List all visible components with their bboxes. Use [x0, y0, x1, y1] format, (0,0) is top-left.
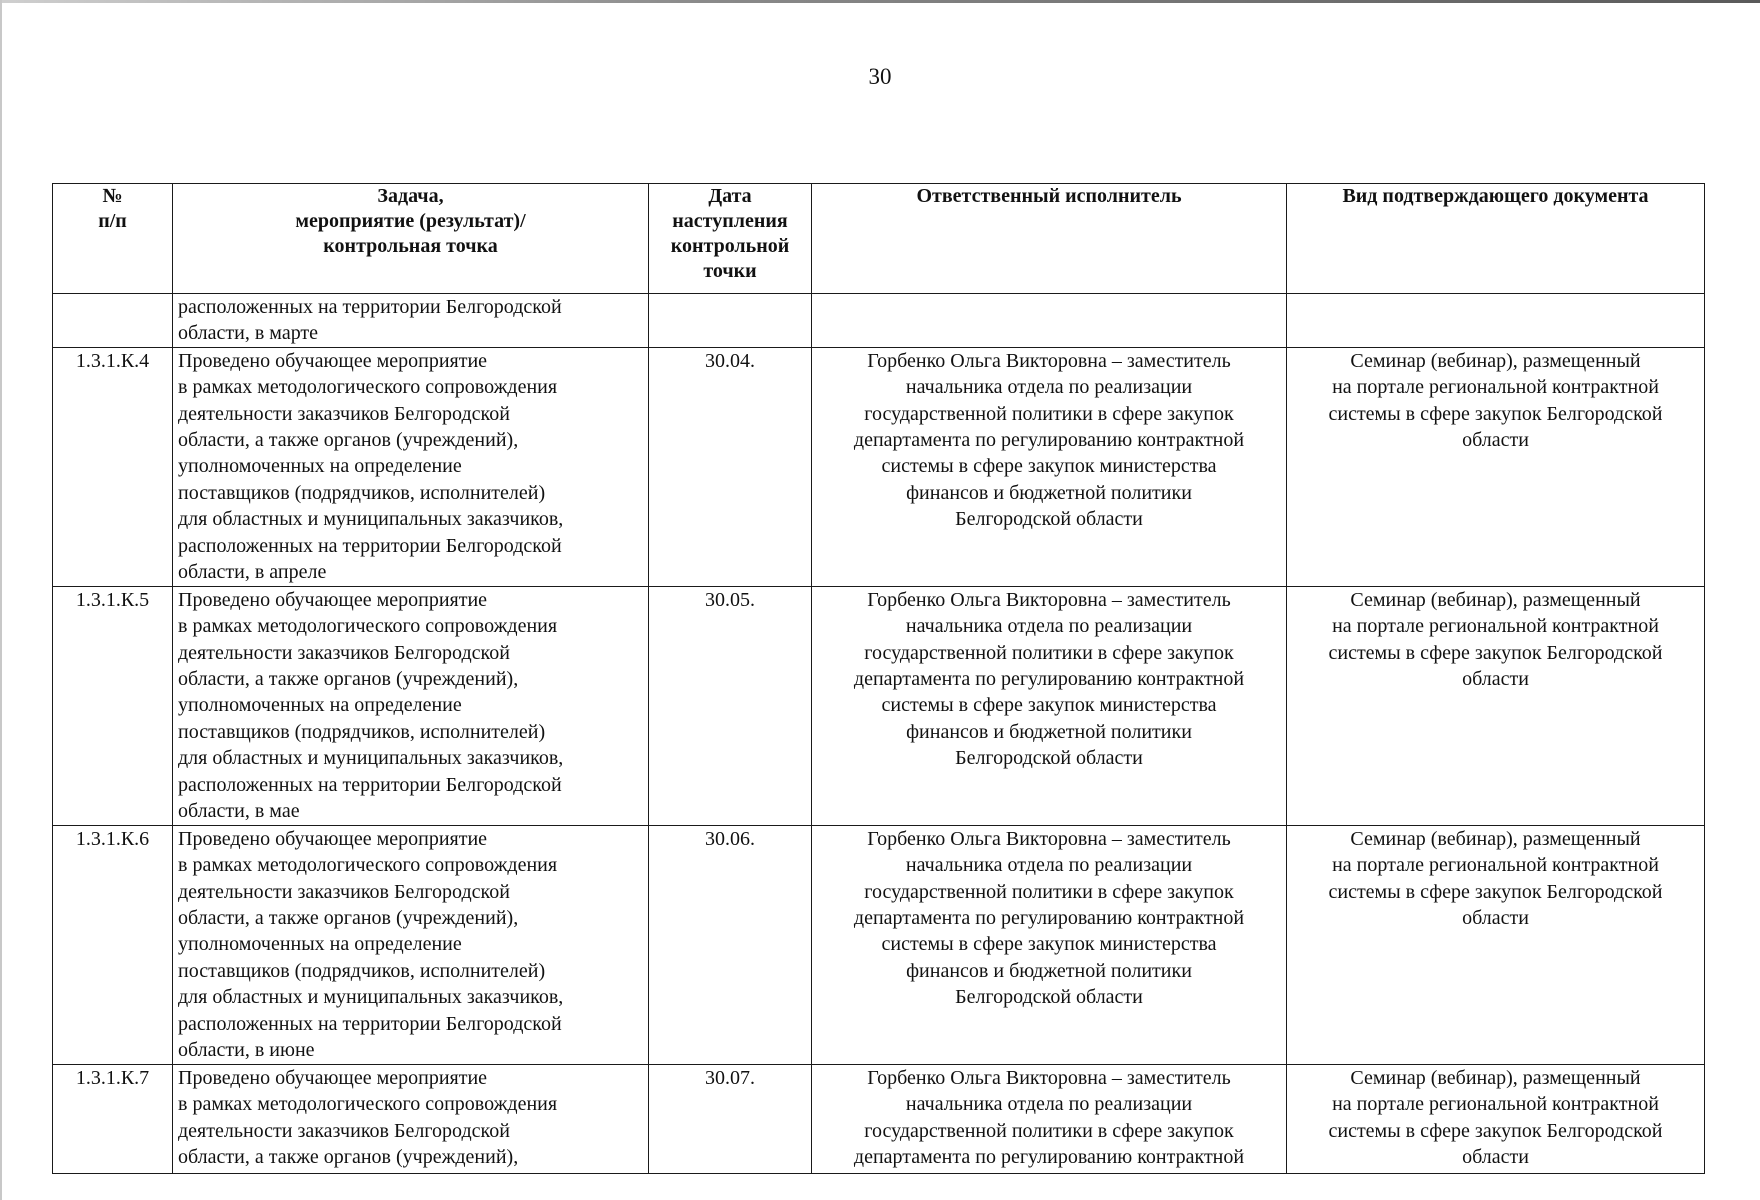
task-line: области, а также органов (учреждений), [178, 429, 519, 452]
document-cell [1287, 347, 1705, 586]
executor-line: финансов и бюджетной политики [906, 720, 1192, 743]
table-body [53, 294, 1705, 1174]
document-line: области [1462, 429, 1529, 452]
document-line: области [1462, 1146, 1529, 1169]
document-line: системы в сфере закупок Белгородской [1328, 1119, 1663, 1142]
header-number [53, 184, 173, 294]
document-line: системы в сфере закупок Белгородской [1328, 641, 1663, 664]
executor-line: государственной политики в сфере закупок [864, 641, 1234, 664]
task-line: Проведено обучающее мероприятие [178, 827, 488, 850]
row-number-cell: 1.3.1.К.6 [53, 825, 173, 1064]
row-number-cell: 1.3.1.К.7 [53, 1064, 173, 1173]
executor-line: департамента по регулированию контрактной [853, 1146, 1245, 1169]
executor-line: государственной политики в сфере закупок [864, 402, 1234, 425]
header-line: наступления [672, 210, 788, 232]
header-line: контрольной [670, 235, 790, 257]
executor-line: системы в сфере закупок министерства [881, 933, 1217, 956]
executor-line: Белгородской области [955, 508, 1143, 531]
table-header-row [53, 184, 1705, 294]
executor-line: Горбенко Ольга Викторовна – заместитель [867, 827, 1231, 850]
table-row-continuation [53, 294, 1705, 348]
task-line: поставщиков (подрядчиков, исполнителей) [178, 720, 546, 743]
task-line: уполномоченных на определение [178, 694, 462, 717]
task-line: Проведено обучающее мероприятие [178, 588, 488, 611]
executor-line: начальника отдела по реализации [905, 854, 1193, 877]
task-line: уполномоченных на определение [178, 933, 462, 956]
row-number-cell [53, 294, 173, 348]
task-line: в рамках методологического сопровождения [178, 854, 558, 877]
task-line: расположенных на территории Белгородской [178, 296, 562, 318]
task-line: области, а также органов (учреждений), [178, 668, 519, 691]
date-cell: 30.05. [649, 586, 812, 825]
executor-line: Горбенко Ольга Викторовна – заместитель [867, 349, 1231, 372]
document-line: области [1462, 907, 1529, 930]
task-line: уполномоченных на определение [178, 455, 462, 478]
header-line: мероприятие (результат)/ [295, 210, 526, 232]
header-executor [812, 184, 1287, 294]
task-line: поставщиков (подрядчиков, исполнителей) [178, 481, 546, 504]
executor-line: Белгородской области [955, 986, 1143, 1009]
task-line: области, в марте [178, 322, 319, 345]
executor-cell [812, 825, 1287, 1064]
task-cell [173, 294, 649, 348]
executor-line: финансов и бюджетной политики [906, 959, 1192, 982]
executor-line: государственной политики в сфере закупок [864, 880, 1234, 903]
task-cell [173, 825, 649, 1064]
header-line: № [102, 185, 123, 207]
document-cell [1287, 586, 1705, 825]
date-cell: 30.07. [649, 1064, 812, 1173]
document-line: на портале региональной контрактной [1332, 615, 1659, 638]
document-cell [1287, 825, 1705, 1064]
task-line: области, а также органов (учреждений), [178, 907, 519, 930]
task-line: области, в июне [178, 1039, 315, 1062]
header-line: Задача, [377, 185, 444, 207]
executor-cell [812, 1064, 1287, 1173]
document-line: Семинар (вебинар), размещенный [1350, 827, 1641, 850]
task-cell [173, 1064, 649, 1173]
document-line: системы в сфере закупок Белгородской [1328, 880, 1663, 903]
document-line: на портале региональной контрактной [1332, 376, 1659, 399]
task-line: деятельности заказчиков Белгородской [178, 641, 510, 664]
row-number-cell: 1.3.1.К.4 [53, 347, 173, 586]
document-line: на портале региональной контрактной [1332, 854, 1659, 877]
table-row [53, 825, 1705, 1064]
task-line: в рамках методологического сопровождения [178, 1093, 558, 1116]
executor-line: государственной политики в сфере закупок [864, 1119, 1234, 1142]
executor-line: департамента по регулированию контрактной [853, 907, 1245, 930]
table-row [53, 347, 1705, 586]
table-row [53, 1064, 1705, 1173]
document-line: системы в сфере закупок Белгородской [1328, 402, 1663, 425]
header-date [649, 184, 812, 294]
document-line: Семинар (вебинар), размещенный [1350, 1066, 1641, 1089]
date-cell: 30.04. [649, 347, 812, 586]
document-line: Семинар (вебинар), размещенный [1350, 588, 1641, 611]
header-line: Вид подтверждающего документа [1342, 185, 1649, 207]
task-line: расположенных на территории Белгородской [178, 1012, 562, 1035]
executor-line: Белгородской области [955, 747, 1143, 770]
document-line: на портале региональной контрактной [1332, 1093, 1659, 1116]
document-cell [1287, 294, 1705, 348]
executor-line: системы в сфере закупок министерства [881, 694, 1217, 717]
executor-line: департамента по регулированию контрактной [853, 429, 1245, 452]
task-line: деятельности заказчиков Белгородской [178, 402, 510, 425]
task-line: Проведено обучающее мероприятие [178, 349, 488, 372]
scan-top-edge [0, 0, 1760, 3]
table-row [53, 586, 1705, 825]
scan-left-edge [0, 0, 2, 1200]
executor-line: Горбенко Ольга Викторовна – заместитель [867, 588, 1231, 611]
executor-line: начальника отдела по реализации [905, 615, 1193, 638]
header-line: Дата [708, 185, 752, 207]
row-number-cell: 1.3.1.К.5 [53, 586, 173, 825]
header-line: Ответственный исполнитель [916, 185, 1182, 207]
executor-line: начальника отдела по реализации [905, 376, 1193, 399]
task-line: расположенных на территории Белгородской [178, 773, 562, 796]
header-line: точки [703, 260, 757, 282]
header-line: контрольная точка [323, 235, 498, 257]
executor-line: финансов и бюджетной политики [906, 481, 1192, 504]
header-line: п/п [98, 210, 127, 232]
task-line: Проведено обучающее мероприятие [178, 1066, 488, 1089]
task-line: в рамках методологического сопровождения [178, 376, 558, 399]
task-cell [173, 347, 649, 586]
task-line: для областных и муниципальных заказчиков, [178, 986, 564, 1009]
plan-table [52, 183, 1705, 1174]
task-line: области, в мае [178, 800, 300, 823]
page-number: 30 [868, 64, 892, 89]
executor-line: начальника отдела по реализации [905, 1093, 1193, 1116]
document-cell [1287, 1064, 1705, 1173]
executor-line: департамента по регулированию контрактной [853, 668, 1245, 691]
header-document [1287, 184, 1705, 294]
date-cell [649, 294, 812, 348]
executor-cell [812, 347, 1287, 586]
task-line: в рамках методологического сопровождения [178, 615, 558, 638]
task-line: области, а также органов (учреждений), [178, 1146, 519, 1169]
date-cell: 30.06. [649, 825, 812, 1064]
document-line: Семинар (вебинар), размещенный [1350, 349, 1641, 372]
document-line: области [1462, 668, 1529, 691]
task-line: для областных и муниципальных заказчиков, [178, 747, 564, 770]
task-line: поставщиков (подрядчиков, исполнителей) [178, 959, 546, 982]
executor-cell [812, 294, 1287, 348]
task-line: для областных и муниципальных заказчиков, [178, 508, 564, 531]
task-line: деятельности заказчиков Белгородской [178, 1119, 510, 1142]
executor-cell [812, 586, 1287, 825]
task-line: расположенных на территории Белгородской [178, 534, 562, 557]
task-line: области, в апреле [178, 561, 327, 584]
executor-line: Горбенко Ольга Викторовна – заместитель [867, 1066, 1231, 1089]
task-line: деятельности заказчиков Белгородской [178, 880, 510, 903]
task-cell [173, 586, 649, 825]
header-task [173, 184, 649, 294]
executor-line: системы в сфере закупок министерства [881, 455, 1217, 478]
